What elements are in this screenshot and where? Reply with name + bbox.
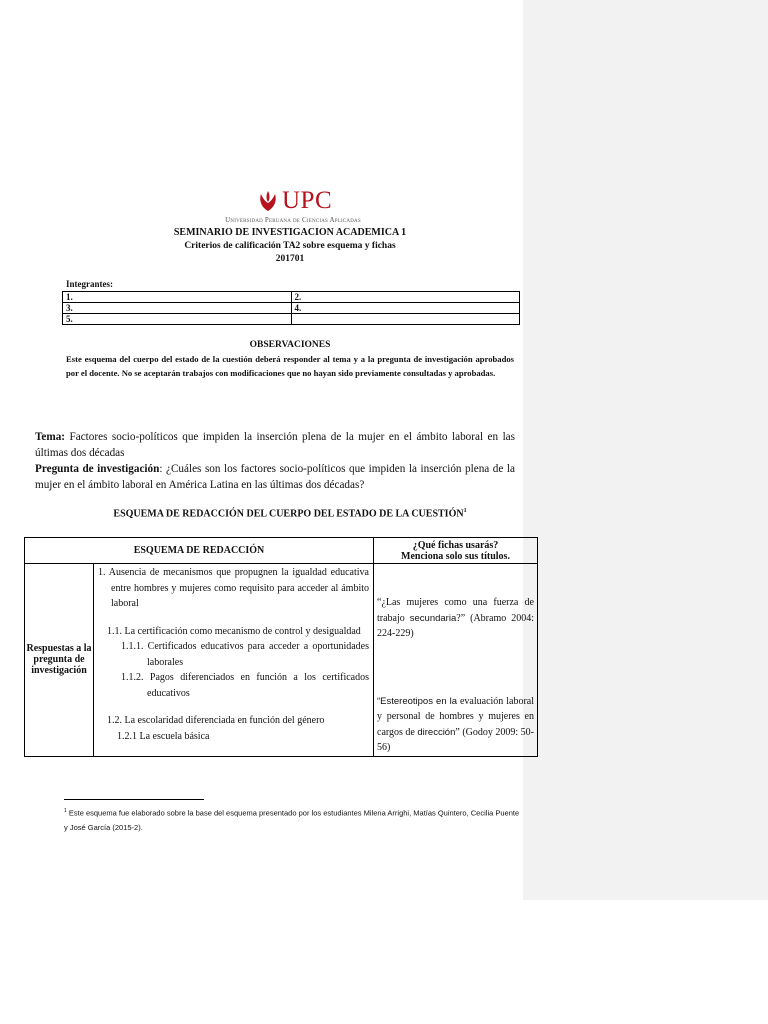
logo-name: UPC — [282, 187, 333, 214]
tema-label: Tema: — [35, 431, 66, 443]
esquema-title-text: ESQUEMA DE REDACCIÓN DEL CUERPO DEL ESTADO DE LA CUESTIÓN — [113, 508, 464, 520]
table-row — [63, 292, 520, 303]
fichas-list — [374, 564, 538, 757]
observaciones-title: OBSERVACIONES — [249, 340, 331, 350]
footnote — [64, 804, 520, 835]
table-cell — [291, 314, 520, 325]
ficha-text: ” (Godoy 2009: 50-56) — [377, 726, 534, 753]
fichas-question: ¿Qué fichas usarás? — [412, 539, 499, 551]
ficha-text: evaluación laboral y personal de hombres y mujeres en cargos de — [377, 695, 534, 738]
footnote-ref: 1 — [463, 508, 467, 514]
table-cell: 1. — [63, 292, 292, 303]
pregunta-text: : ¿Cuáles son los factores socio-políticos que impiden la inserción plena de la mujer en el ámbito laboral en América Latina en las últimas dos décadas? — [35, 463, 515, 491]
ficha-reference — [377, 595, 534, 642]
comment-pane — [523, 0, 768, 900]
outline-item: 1.1.1. Certificados educativos para acceder a oportunidades laborales — [121, 641, 369, 668]
table-cell: 3. — [63, 303, 292, 314]
footnote-mark: 1 — [64, 808, 67, 814]
table-row — [25, 564, 538, 757]
column-header-esquema: ESQUEMA DE REDACCIÓN — [25, 538, 374, 564]
footnote-divider — [64, 799, 204, 800]
ficha-text: : 224-229) — [377, 612, 534, 639]
table-row — [63, 303, 520, 314]
table-cell: 4. — [291, 303, 520, 314]
table-header-row — [25, 538, 538, 564]
integrantes-label: Integrantes: — [66, 279, 113, 289]
criteria-subtitle: Criterios de calificación TA2 sobre esquema y fichas — [184, 241, 396, 251]
period: 201701 — [275, 254, 305, 264]
outline-item: 1.1.2. Pagos diferenciados en función a los certificados educativos — [121, 672, 369, 699]
ficha-text: secundaria — [409, 612, 457, 624]
fichas-instruction: Menciona solo sus títulos. — [401, 550, 510, 562]
upc-emblem-icon — [257, 190, 279, 212]
table-cell: 5. — [63, 314, 292, 325]
course-title: SEMINARIO DE INVESTIGACION ACADEMICA 1 — [173, 227, 407, 238]
table-row — [63, 314, 520, 325]
column-header-fichas — [374, 538, 538, 564]
integrantes-table — [62, 291, 520, 325]
ficha-reference — [377, 694, 534, 756]
outline-item: 1.2.1 La escuela básica — [117, 730, 210, 742]
ficha-text: “Estereotipos en la — [377, 695, 458, 707]
outline-item: 1.2. La escolaridad diferenciada en función del género — [107, 715, 325, 726]
observaciones-text: Este esquema del cuerpo del estado de la cuestión deberá responder al tema y a la pregunta de investigación aprobados por el docente. No se aceptarán trabajos con modificaciones que no hayan sido previamente consultadas y aprobadas. — [66, 354, 514, 378]
outline-item: 1. Ausencia de mecanismos que propugnen la igualdad educativa entre hombres y mujeres como requisito para acceder al ámbito laboral — [98, 567, 369, 609]
upc-logo — [213, 187, 373, 228]
ficha-text: “¿Las mujeres como una fuerza de trabajo — [377, 597, 534, 624]
logo-subtitle: Universidad Peruana de Ciencias Aplicadas — [225, 216, 361, 224]
pregunta-label: Pregunta de investigación — [35, 463, 160, 475]
table-cell: 2. — [291, 292, 520, 303]
tema-block — [35, 429, 515, 493]
ficha-text: ?” (Abramo 2004 — [456, 612, 532, 624]
esquema-title — [60, 508, 520, 519]
outline-item: 1.1. La certificación como mecanismo de control y desigualdad — [107, 625, 361, 637]
ficha-text: dirección — [417, 726, 456, 738]
esquema-outline — [94, 564, 374, 757]
tema-text: Factores socio-políticos que impiden la inserción plena de la mujer en el ámbito laboral en las últimas dos décadas — [35, 431, 515, 459]
footnote-text: Este esquema fue elaborado sobre la base del esquema presentado por los estudiantes Milena Arrighi, Matías Quintero, Cecilia Puente y José García (2015-2). — [64, 808, 520, 832]
row-label: Respuestas a la pregunta de investigación — [25, 564, 94, 757]
esquema-table — [24, 537, 538, 757]
